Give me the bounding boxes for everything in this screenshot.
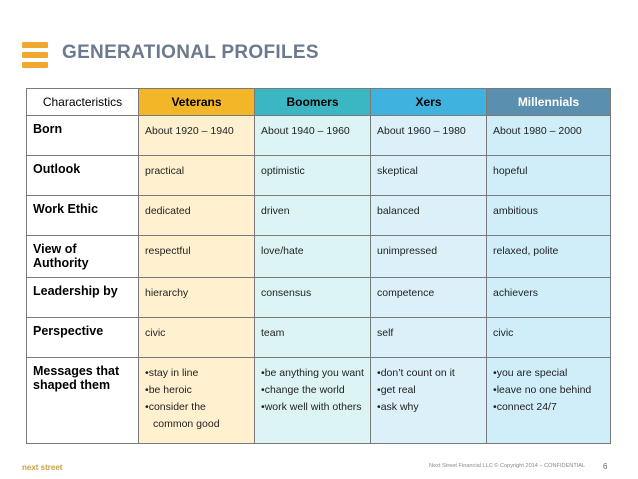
header-veterans: Veterans: [139, 89, 255, 116]
table-cell: About 1920 – 1940: [139, 116, 255, 156]
message-item: • consider the common good: [145, 399, 248, 433]
table-cell: ambitious: [487, 196, 611, 236]
message-item: • you are special: [493, 365, 604, 382]
table-cell: About 1940 – 1960: [255, 116, 371, 156]
table-cell: self: [371, 318, 487, 358]
table-cell: civic: [139, 318, 255, 358]
table-cell: skeptical: [371, 156, 487, 196]
slide-accent-logo: [22, 42, 48, 72]
header-characteristics: Characteristics: [27, 89, 139, 116]
message-item: • connect 24/7: [493, 399, 604, 416]
table-cell: unimpressed: [371, 236, 487, 278]
table-row-messages: [27, 358, 611, 444]
message-item: • work well with others: [261, 399, 364, 416]
table-cell: hopeful: [487, 156, 611, 196]
table-row: [27, 156, 611, 196]
table-cell: About 1980 – 2000: [487, 116, 611, 156]
table-cell: dedicated: [139, 196, 255, 236]
table-cell: About 1960 – 1980: [371, 116, 487, 156]
message-item: • get real: [377, 382, 480, 399]
table-row: [27, 278, 611, 318]
message-item: • be heroic: [145, 382, 248, 399]
table-cell: competence: [371, 278, 487, 318]
slide-title: GENERATIONAL PROFILES: [62, 42, 319, 63]
table-cell: consensus: [255, 278, 371, 318]
table-row: [27, 116, 611, 156]
table-cell: love/hate: [255, 236, 371, 278]
message-item: • be anything you want: [261, 365, 364, 382]
header-xers: Xers: [371, 89, 487, 116]
row-label: Perspective: [27, 318, 139, 358]
header-boomers: Boomers: [255, 89, 371, 116]
footer-copyright: Next Street Financial LLC © Copyright 2014 – CONFIDENTIAL: [429, 463, 586, 469]
messages-cell-veterans: [139, 358, 255, 444]
table-cell: achievers: [487, 278, 611, 318]
messages-cell-xers: [371, 358, 487, 444]
header-millennials: Millennials: [487, 89, 611, 116]
message-item: • don’t count on it: [377, 365, 480, 382]
page-number: 6: [603, 462, 608, 471]
row-label: Leadership by: [27, 278, 139, 318]
row-label: Work Ethic: [27, 196, 139, 236]
table-cell: relaxed, polite: [487, 236, 611, 278]
messages-cell-millennials: [487, 358, 611, 444]
messages-cell-boomers: [255, 358, 371, 444]
row-label: Outlook: [27, 156, 139, 196]
generational-profiles-table: [26, 88, 611, 444]
message-item: • leave no one behind: [493, 382, 604, 399]
row-label: Born: [27, 116, 139, 156]
message-item: • ask why: [377, 399, 480, 416]
table-cell: optimistic: [255, 156, 371, 196]
footer-logo: next street: [22, 463, 63, 472]
table-cell: hierarchy: [139, 278, 255, 318]
table-cell: team: [255, 318, 371, 358]
table-row: [27, 236, 611, 278]
message-item: • stay in line: [145, 365, 248, 382]
row-label: View of Authority: [27, 236, 139, 278]
table-cell: practical: [139, 156, 255, 196]
table-header-row: [27, 89, 611, 116]
table-cell: civic: [487, 318, 611, 358]
table-cell: driven: [255, 196, 371, 236]
table-row: [27, 318, 611, 358]
message-item: • change the world: [261, 382, 364, 399]
table-cell: balanced: [371, 196, 487, 236]
row-label: Messages that shaped them: [27, 358, 139, 444]
table-row: [27, 196, 611, 236]
table-cell: respectful: [139, 236, 255, 278]
